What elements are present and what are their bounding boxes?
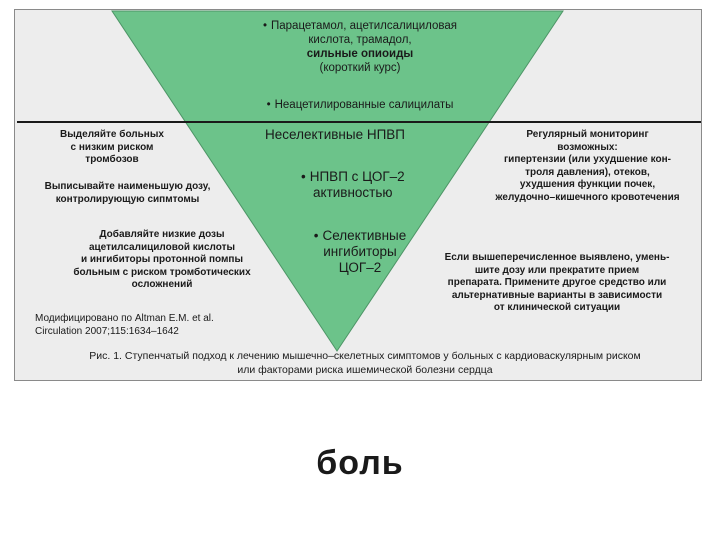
figure-caption: Рис. 1. Ступенчатый подход к лечению мышечно–скелетных симптомов у больных с кардиоваскулярным риском или факторами риска ишемической болезни сердца (89, 350, 641, 376)
right-note-reduce-dose: Если вышеперечисленное выявлено, умень- шите дозу или прекратите прием препарата. Примените другое средство или альтернативные варианты в зависимости от клинической ситуации (444, 252, 670, 313)
bullet-icon: • (262, 20, 267, 32)
divider-line (17, 121, 701, 123)
center-selective-cox2: • Селективные ингибиторы ЦОГ–2 (313, 228, 407, 275)
slide-title-word: боль (316, 444, 404, 482)
source-reference: Модифицировано по Altman E.M. et al. Circulation 2007;115:1634–1642 (35, 313, 214, 337)
center-nsaid: Неселективные НПВП (265, 127, 405, 142)
center-top-drugs: • Парацетамол, ацетилсалициловая кислота, трамадол, сильные опиоиды (короткий курс) (262, 20, 458, 74)
left-note-low-thrombosis: Выделяйте больных с низким риском тромбозов (60, 129, 164, 165)
bullet-icon: • (313, 228, 319, 243)
bullet-icon: • (301, 169, 306, 184)
center-salicylates: • Неацетилированные салицилаты (266, 99, 454, 111)
left-note-aspirin-ppi: Добавляйте низкие дозы ацетилсалициловой кислоты и ингибиторы протонной помпы больным с риском тромботических осложнений (73, 229, 251, 290)
right-note-monitoring: Регулярный мониторинг возможных: гипертензии (или ухудшение кон- троля давления), отеков, ухудшения функции почек, желудочно–кишечного кровотечения (495, 129, 680, 203)
bullet-icon: • (266, 99, 271, 111)
center-cox2-activity: • НПВП с ЦОГ–2 активностью (301, 169, 405, 200)
pain-treatment-diagram (14, 9, 702, 381)
left-note-lowest-dose: Выписывайте наименьшую дозу, контролирующую сипмтомы (44, 181, 211, 205)
